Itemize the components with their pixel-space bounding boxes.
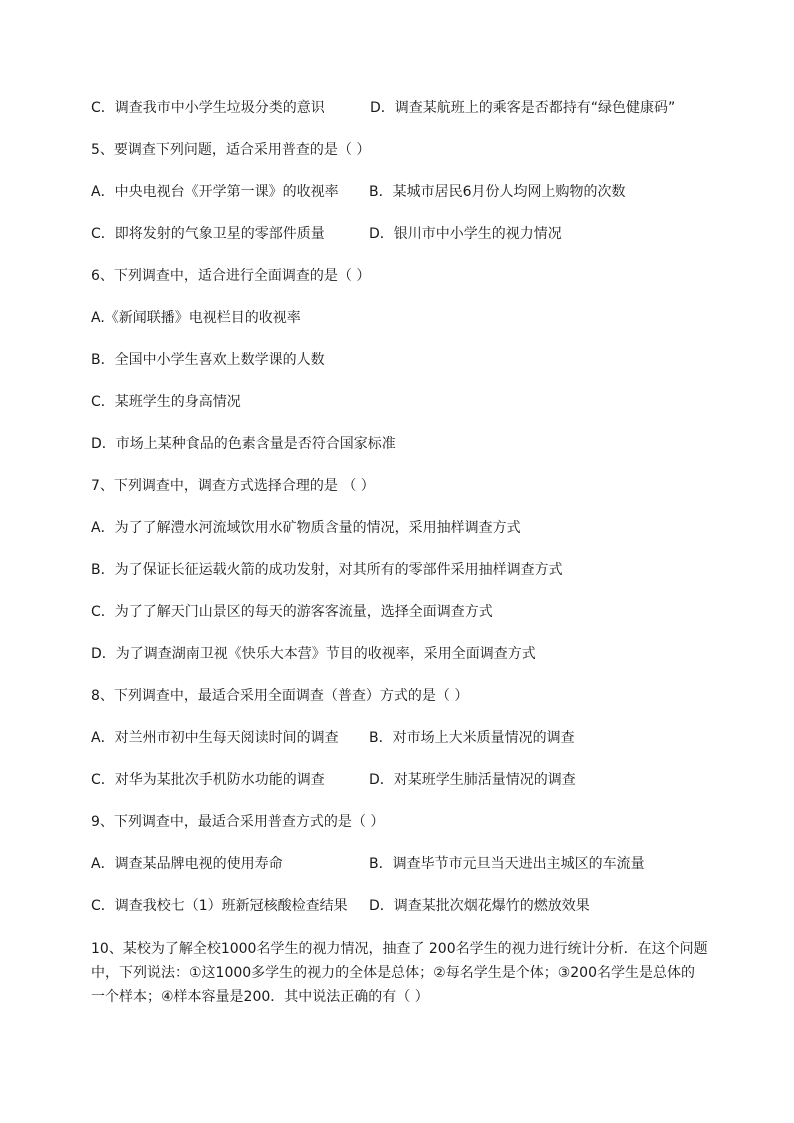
question-10-line-2: 中，下列说法：①这1000多学生的视力的全体是总体；②每名学生是个体；③200名学生是总体的 bbox=[91, 965, 696, 981]
option-5b: B．某城市居民6月份人均网上购物的次数 bbox=[369, 184, 626, 200]
question-8-stem: 8、下列调查中，最适合采用全面调查（普查）方式的是（ ） bbox=[91, 688, 469, 704]
question-9-options-ab bbox=[0, 853, 794, 875]
option-6b: B．全国中小学生喜欢上数学课的人数 bbox=[91, 352, 325, 368]
question-10-line-1: 10、某校为了解全校1000名学生的视力情况，抽查了 200名学生的视力进行统计分析．在这个问题 bbox=[91, 941, 708, 957]
option-9c: C．调查我校七（1）班新冠核酸检查结果 bbox=[91, 898, 348, 914]
question-7-stem: 7、下列调查中，调查方式选择合理的是 （ ） bbox=[91, 478, 375, 494]
option-8a: A．对兰州市初中生每天阅读时间的调查 bbox=[91, 730, 339, 746]
option-9d: D．调查某批次烟花爆竹的燃放效果 bbox=[369, 898, 590, 914]
question-10-line-3: 一个样本；④样本容量是200．其中说法正确的有（ ） bbox=[91, 989, 429, 1005]
option-4c: C．调查我市中小学生垃圾分类的意识 bbox=[91, 100, 325, 116]
option-8c: C．对华为某批次手机防水功能的调查 bbox=[91, 772, 325, 788]
option-4d: D．调查某航班上的乘客是否都持有“绿色健康码” bbox=[370, 100, 676, 116]
question-5-options-cd bbox=[0, 223, 794, 245]
question-4-options-cd bbox=[0, 97, 794, 119]
option-7d: D．为了调查湖南卫视《快乐大本营》节目的收视率，采用全面调查方式 bbox=[91, 646, 536, 662]
question-8-options-cd bbox=[0, 769, 794, 791]
option-7c: C．为了了解天门山景区的每天的游客客流量，选择全面调查方式 bbox=[91, 604, 493, 620]
option-5c: C．即将发射的气象卫星的零部件质量 bbox=[91, 226, 325, 242]
option-6c: C．某班学生的身高情况 bbox=[91, 394, 241, 410]
question-8-options-ab bbox=[0, 727, 794, 749]
option-5d: D．银川市中小学生的视力情况 bbox=[369, 226, 562, 242]
option-7a: A．为了了解澧水河流域饮用水矿物质含量的情况，采用抽样调查方式 bbox=[91, 520, 521, 536]
question-5-options-ab bbox=[0, 181, 794, 203]
option-7b: B．为了保证长征运载火箭的成功发射，对其所有的零部件采用抽样调查方式 bbox=[91, 562, 563, 578]
option-9b: B．调查毕节市元旦当天进出主城区的车流量 bbox=[369, 856, 645, 872]
option-6d: D．市场上某种食品的色素含量是否符合国家标准 bbox=[91, 436, 396, 452]
question-9-stem: 9、下列调查中，最适合采用普查方式的是（ ） bbox=[91, 814, 385, 830]
option-6a: A.《新闻联播》电视栏目的收视率 bbox=[91, 310, 301, 326]
question-9-options-cd bbox=[0, 895, 794, 917]
question-5-stem: 5、要调查下列问题，适合采用普查的是（ ） bbox=[91, 142, 371, 158]
question-6-stem: 6、下列调查中，适合进行全面调查的是（ ） bbox=[91, 268, 371, 284]
option-5a: A．中央电视台《开学第一课》的收视率 bbox=[91, 184, 339, 200]
question-10-stem bbox=[91, 937, 713, 1009]
option-9a: A．调查某品牌电视的使用寿命 bbox=[91, 856, 283, 872]
option-8b: B．对市场上大米质量情况的调查 bbox=[369, 730, 575, 746]
option-8d: D．对某班学生肺活量情况的调查 bbox=[369, 772, 576, 788]
